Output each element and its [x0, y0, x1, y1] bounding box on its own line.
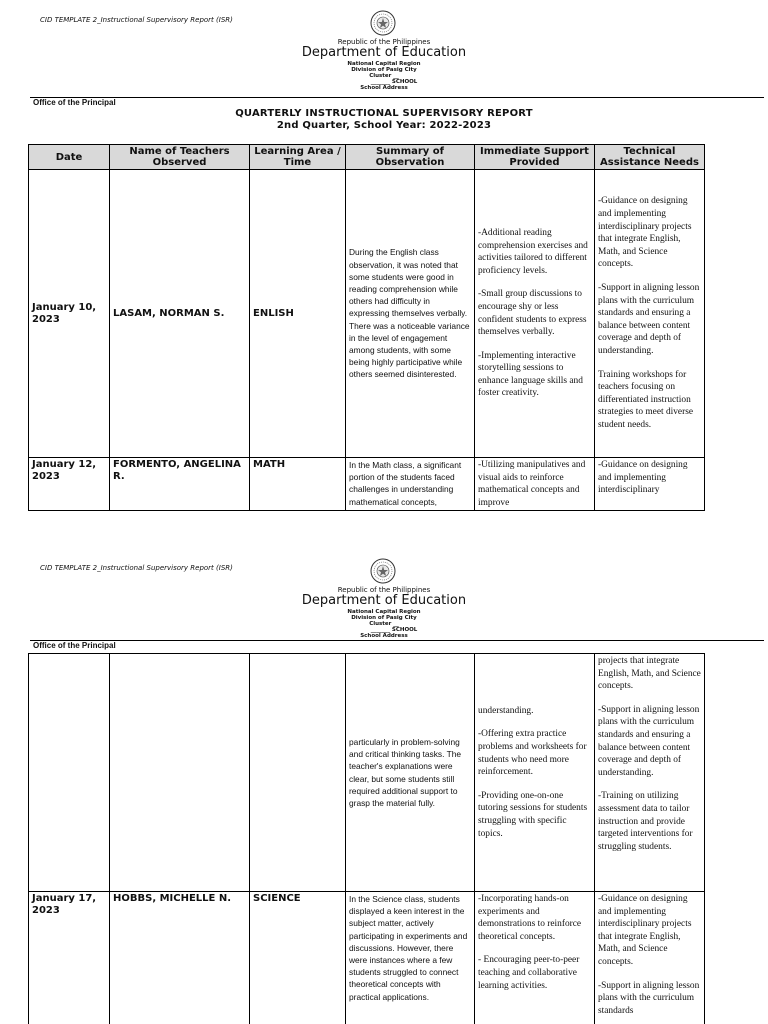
teacher-cell: FORMENTO, ANGELINA R. — [110, 458, 250, 511]
support-cell — [475, 892, 595, 1024]
learning-area-cell: ENLISH — [250, 170, 346, 458]
document-page-2 — [0, 548, 768, 1024]
ta-item: -Training on utilizing assessment data to tailor instruction and provide targeted interventions for struggling students. — [598, 791, 693, 852]
support-item: -Offering extra practice problems and worksheets for students who need more reinforcement. — [478, 729, 587, 778]
support-item: -Incorporating hands-on experiments and demonstrations to reinforce theoretical concepts. — [478, 894, 582, 942]
ta-item: -Support in aligning lesson plans with the curriculum standards and ensuring a balance between content coverage and depth of understanding. — [598, 283, 700, 356]
ta-item: -Guidance on designing and implementing interdisciplinary projects that integrate English, Math, and Science concepts. — [598, 196, 692, 270]
supervisory-report-table — [28, 144, 705, 511]
technical-assistance-cell — [595, 170, 705, 458]
table-row — [29, 892, 705, 1024]
learning-area-cell: MATH — [250, 458, 346, 511]
cluster-line: Cluster __ — [369, 621, 399, 627]
deped-seal-icon — [370, 10, 396, 36]
date-cell: January 10, 2023 — [29, 170, 110, 458]
ta-item: Training workshops for teachers focusing on differentiated instruction strategies to meet diverse student needs. — [598, 369, 694, 430]
header-divider — [30, 640, 764, 641]
learning-area-cell: SCIENCE — [250, 892, 346, 1024]
date-cell: January 12, 2023 — [29, 458, 110, 511]
template-code: CID TEMPLATE 2_Instructional Supervisory Report (ISR) — [40, 16, 233, 24]
column-header-learning-area: Learning Area / Time — [250, 145, 346, 170]
support-item: -Additional reading comprehension exercises and activities tailored to different proficiency levels. — [478, 227, 588, 276]
department-name: Department of Education — [301, 45, 467, 60]
cluster-line: Cluster __ — [369, 73, 399, 79]
support-item: -Implementing interactive storytelling sessions to enhance language skills and foster creativity. — [478, 350, 583, 399]
office-label: Office of the Principal — [33, 641, 116, 650]
table-row — [29, 458, 705, 511]
ta-item: -Support in aligning lesson plans with the curriculum standards and ensuring a balance between content coverage and depth of understanding. — [598, 704, 700, 778]
support-cell — [475, 654, 595, 892]
ta-item: projects that integrate English, Math, and Science concepts. — [598, 656, 701, 692]
learning-area-cell — [250, 654, 346, 892]
column-header-date: Date — [29, 145, 110, 170]
template-code: CID TEMPLATE 2_Instructional Supervisory Report (ISR) — [40, 564, 233, 572]
column-header-support: Immediate Support Provided — [475, 145, 595, 170]
ta-item: -Guidance on designing and implementing interdisciplinary projects that integrate English, Math, and Science concepts. — [598, 894, 692, 967]
column-header-technical-assistance: Technical Assistance Needs — [595, 145, 705, 170]
summary-cell: In the Science class, students displayed a keen interest in the subject matter, actively participating in experiments and discussions. However, there were instances where a few students struggled to connect theoretical concepts with practical applications. — [346, 892, 475, 1024]
office-label: Office of the Principal — [33, 98, 116, 107]
support-item: understanding. — [478, 705, 534, 716]
page-gap — [0, 512, 768, 548]
support-item: - Encouraging peer-to-peer teaching and collaborative learning activities. — [478, 955, 580, 991]
report-subtitle: 2nd Quarter, School Year: 2022-2023 — [276, 120, 492, 131]
support-cell: -Utilizing manipulatives and visual aids to reinforce mathematical concepts and improve — [475, 458, 595, 511]
teacher-cell — [110, 654, 250, 892]
ta-item: -Support in aligning lesson plans with the curriculum standards — [598, 980, 700, 1016]
technical-assistance-cell: -Guidance on designing and implementing interdisciplinary — [595, 458, 705, 511]
column-header-summary: Summary of Observation — [346, 145, 475, 170]
teacher-cell: LASAM, NORMAN S. — [110, 170, 250, 458]
teacher-cell: HOBBS, MICHELLE N. — [110, 892, 250, 1024]
date-cell: January 17, 2023 — [29, 892, 110, 1024]
division-line: Division of Pasig City — [351, 67, 417, 73]
department-name: Department of Education — [301, 593, 467, 608]
technical-assistance-cell — [595, 654, 705, 892]
support-item: -Small group discussions to encourage shy or less confident students to express themselves verbally. — [478, 289, 587, 338]
summary-cell: In the Math class, a significant portion of the students faced challenges in understanding mathematical concepts, — [346, 458, 475, 511]
report-title: QUARTERLY INSTRUCTIONAL SUPERVISORY REPORT — [235, 108, 533, 119]
support-cell — [475, 170, 595, 458]
column-header-teacher: Name of Teachers Observed — [110, 145, 250, 170]
region-line: National Capital Region — [347, 609, 421, 615]
supervisory-report-table-continued — [28, 653, 705, 1024]
summary-cell: particularly in problem-solving and critical thinking tasks. The teacher's explanations were clear, but some students still required additional support to grasp the material fully. — [346, 654, 475, 892]
school-address-line: School Address — [360, 633, 408, 639]
technical-assistance-cell — [595, 892, 705, 1024]
division-line: Division of Pasig City — [351, 615, 417, 621]
school-line: _______ SCHOOL — [370, 627, 418, 633]
date-cell — [29, 654, 110, 892]
table-row — [29, 170, 705, 458]
support-item: -Providing one-on-one tutoring sessions for students struggling with specific topics. — [478, 790, 588, 839]
deped-seal-icon — [370, 558, 396, 584]
school-address-line: School Address — [360, 85, 408, 91]
table-row — [29, 654, 705, 892]
header-divider — [30, 97, 764, 98]
republic-line: Republic of the Philippines — [337, 38, 431, 46]
republic-line: Republic of the Philippines — [337, 586, 431, 594]
school-line: _______ SCHOOL — [370, 79, 418, 85]
summary-cell: During the English class observation, it was noted that some students were good in reading comprehension while others had difficulty in expressing themselves verbally. There was a noticeable variance in the level of engagement among students, with some being highly participative while others seemed disinterested. — [346, 170, 475, 458]
table-header-row — [29, 145, 705, 170]
region-line: National Capital Region — [347, 61, 421, 67]
